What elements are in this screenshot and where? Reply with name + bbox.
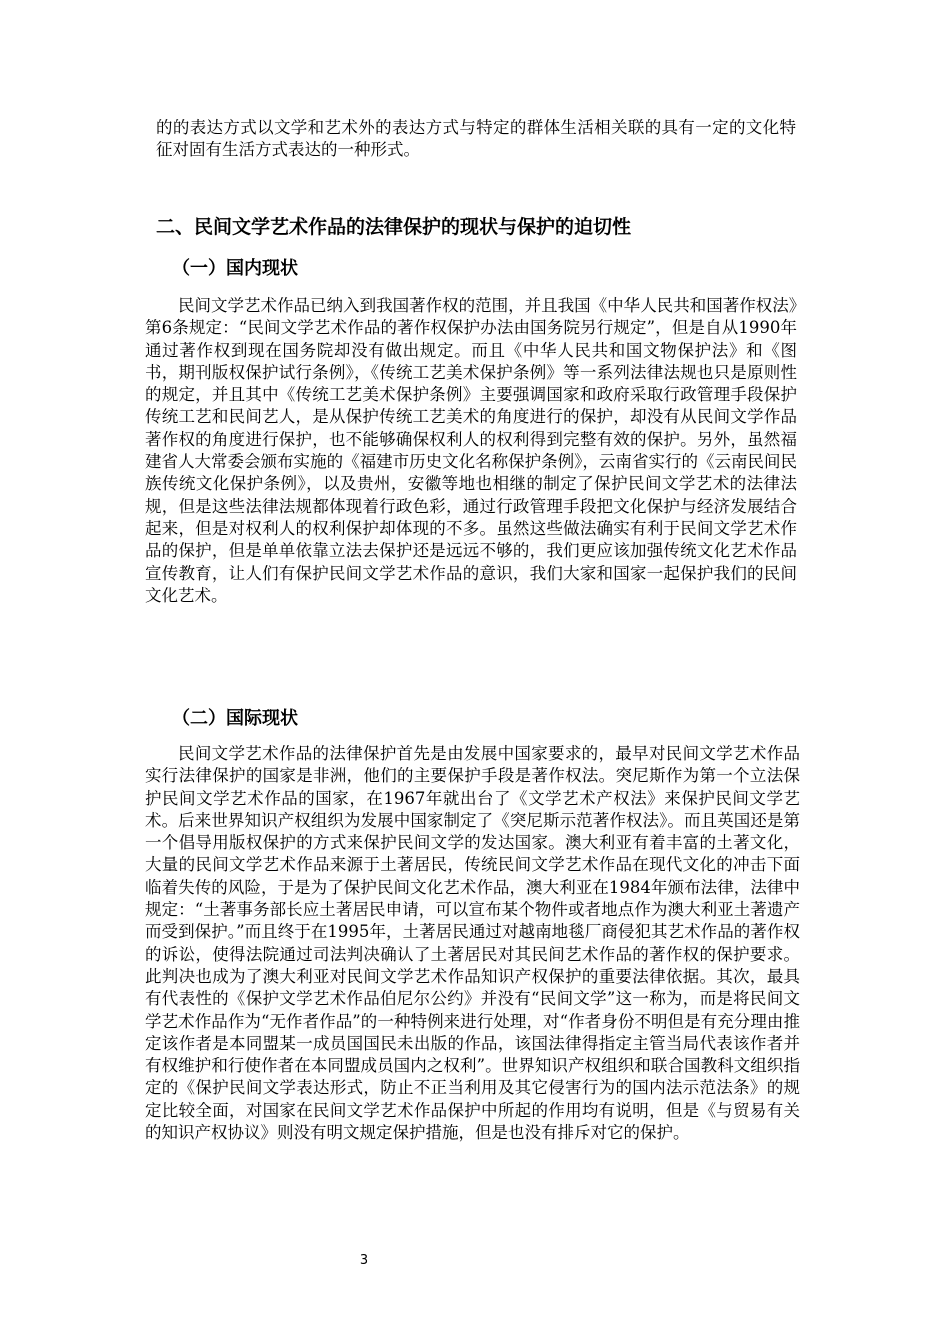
international-status-heading: （二）国际现状 [172,708,298,729]
domestic-status-heading: （一）国内现状 [172,258,298,279]
international-status-paragraph: 民间文学艺术作品的法律保护首先是由发展中国家要求的，最早对民间文学艺术作品实行法律保护的国家是非洲，他们的主要保护手段是著作权法。突尼斯作为第一个立法保护民间文学艺术作品的国家，在1967年就出台了《文学艺术产权法》来保护民间文学艺术。后来世界知识产权组织为发展中国家制定了《突尼斯示范著作权法》。而且英国还是第一个倡导用版权保护的方式来保护民间文学的发达国家。澳大利亚有着丰富的土著文化，大量的民间文学艺术作品来源于土著居民，传统民间文学艺术作品在现代文化的冲击下面临着失传的风险，于是为了保护民间文化艺术作品，澳大利亚在1984年颁布法律，法律中规定：“土著事务部长应土著居民申请，可以宣布某个物件或者地点作为澳大利亚土著遗产而受到保护。”而且终于在1995年，土著居民通过对越南地毯厂商侵犯其艺术作品的著作权的诉讼，使得法院通过司法判决确认了土著居民对其民间艺术作品的著作权的保护要求。此判决也成为了澳大利亚对民间文学艺术作品知识产权保护的重要法律依据。其次，最具有代表性的《保护文学艺术作品伯尼尔公约》并没有“民间文学”这一称为，而是将民间文学艺术作品作为“无作者作品”的一种特例来进行处理，对“作者身份不明但是有充分理由推定该作者是本同盟某一成员国国民未出版的作品，该国法律得指定主管当局代表该作者并有权维护和行使作者在本同盟成员国内之权利”。世界知识产权组织和联合国教科文组织指定的《保护民间文学表达形式，防止不正当利用及其它侵害行为的国内法示范法条》的规定比较全面，对国家在民间文学艺术作品保护中所起的作用均有说明，但是《与贸易有关的知识产权协议》则没有明文规定保护措施，但是也没有排斥对它的保护。 [145,744,800,1143]
intro-paragraph: 的的表达方式以文学和艺术外的表达方式与特定的群体生活相关联的具有一定的文化特征对固有生活方式表达的一种形式。 [156,118,796,160]
page-number: 3 [359,1253,369,1268]
domestic-status-paragraph: 民间文学艺术作品已纳入到我国著作权的范围，并且我国《中华人民共和国著作权法》第6条规定：“民间文学艺术作品的著作权保护办法由国务院另行规定”，但是自从1990年通过著作权到现在国务院却没有做出规定。而且《中华人民共和国文物保护法》和《图书，期刊版权保护试行条例》，《传统工艺美术保护条例》等一系列法律法规也只是原则性的规定，并且其中《传统工艺美术保护条例》主要强调国家和政府采取行政管理手段保护传统工艺和民间艺人，是从保护传统工艺美术的角度进行的保护，却没有从民间文学作品著作权的角度进行保护，也不能够确保权利人的权利得到完整有效的保护。另外，虽然福建省人大常委会颁布实施的《福建市历史文化名称保护条例》，云南省实行的《云南民间民族传统文化保护条例》，以及贵州，安徽等地也相继的制定了保护民间文学艺术的法律法规，但是这些法律法规都体现着行政色彩，通过行政管理手段把文化保护与经济发展结合起来，但是对权利人的权利保护却体现的不多。虽然这些做法确实有利于民间文学艺术作品的保护，但是单单依靠立法去保护还是远远不够的，我们更应该加强传统文化艺术作品宣传教育，让人们有保护民间文学艺术作品的意识，我们大家和国家一起保护我们的民间文化艺术。 [145,296,797,605]
section-heading: 二、民间文学艺术作品的法律保护的现状与保护的迫切性 [156,216,632,238]
